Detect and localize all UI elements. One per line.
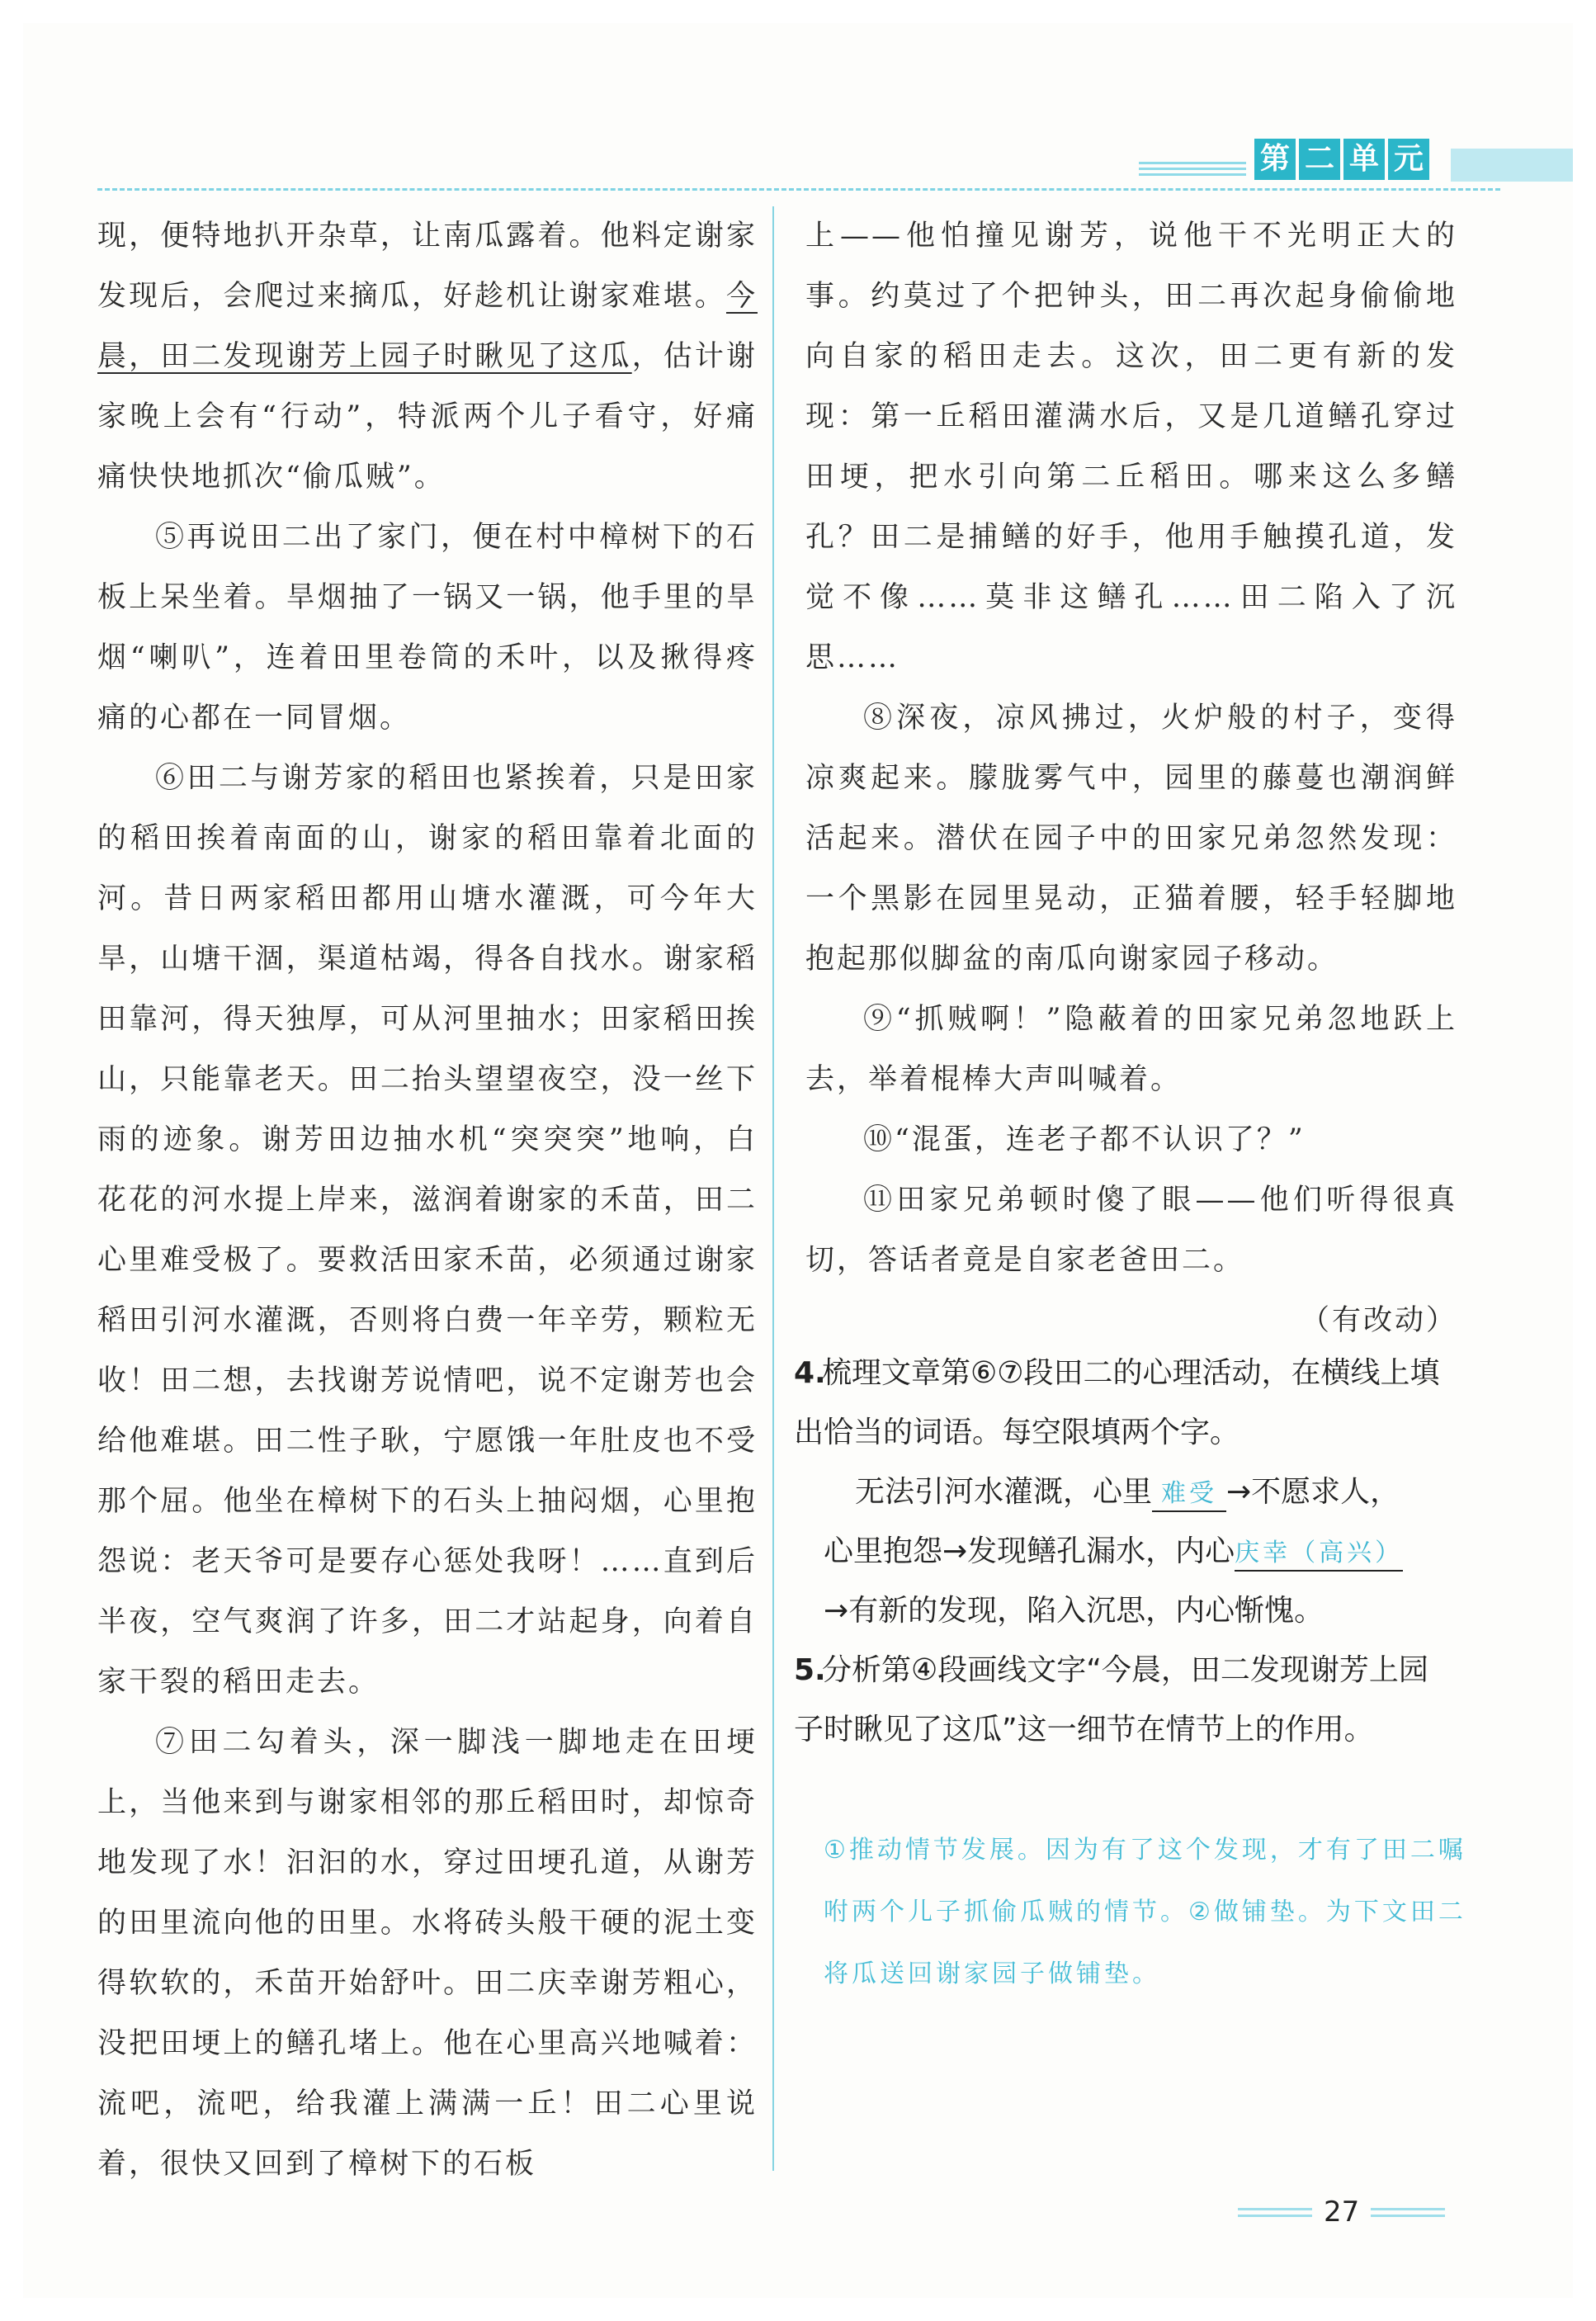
paragraph-9: ⑨“抓贼啊！”隐蔽着的田家兄弟忽地跃上去，举着棍棒大声叫喊着。 <box>805 1003 1457 1096</box>
question-4 <box>794 1344 1454 1641</box>
source-note: （有改动） <box>1300 1304 1457 1337</box>
right-column <box>805 206 1457 1351</box>
unit-badge <box>1254 139 1429 180</box>
footer-decoration <box>1371 2204 1445 2221</box>
unit-char: 第 <box>1254 139 1296 180</box>
answer-blank-1: 难受 <box>1152 1477 1226 1512</box>
left-column <box>97 206 758 2195</box>
unit-char: 单 <box>1343 139 1385 180</box>
paragraph-7-cont: 上——他怕撞见谢芳，说他干不光明正大的事。约莫过了个把钟头，田二再次起身偷偷地向自家的稻田走去。这次，田二更有新的发现：第一丘稻田灌满水后，又是几道鳝孔穿过田埂，把水引向第二丘稻田。哪来这么多鳝孔？田二是捕鳝的好手，他用手触摸孔道，发觉不像……莫非这鳝孔……田二陷入了沉思…… <box>805 220 1457 674</box>
question-number: 5. <box>794 1653 826 1687</box>
question-text: 梳理文章第⑥⑦段田二的心理活动，在横线上填出恰当的词语。每空限填两个字。 <box>794 1356 1440 1449</box>
question-4-chain-line2: 心里抱怨→发现鳝孔漏水，内心庆幸（高兴） <box>794 1522 1454 1581</box>
paragraph-10: ⑩“混蛋，连老子都不认识了？” <box>863 1123 1306 1156</box>
footer-decoration <box>1238 2204 1312 2221</box>
paragraph-6: ⑥田二与谢芳家的稻田也紧挨着，只是田家的稻田挨着南面的山，谢家的稻田靠着北面的河。昔日两家稻田都用山塘水灌溉，可今年大旱，山塘干涸，渠道枯竭，得各自找水。谢家稻田靠河，得天独厚，可从河里抽水；田家稻田挨山，只能靠老天。田二抬头望望夜空，没一丝下雨的迹象。谢芳田边抽水机“突突突”地响，白花花的河水提上岸来，滋润着谢家的禾苗，田二心里难受极了。要救活田家禾苗，必须通过谢家稻田引河水灌溉，否则将白费一年辛劳，颗粒无收！田二想，去找谢芳说情吧，说不定谢芳也会给他难堪。田二性子耿，宁愿饿一年肚皮也不受那个屈。他坐在樟树下的石头上抽闷烟，心里抱怨说：老天爷可是要存心惩处我呀！……直到后半夜，空气爽润了许多，田二才站起身，向着自家干裂的稻田走去。 <box>97 762 758 1699</box>
page-footer <box>1238 2196 1445 2229</box>
unit-char: 二 <box>1299 139 1340 180</box>
paragraph-11: ⑪田家兄弟顿时傻了眼——他们听得很真切，答话者竟是自家老爸田二。 <box>805 1184 1457 1277</box>
unit-char: 元 <box>1388 139 1429 180</box>
question-4-chain-line3: →有新的发现，陷入沉思，内心惭愧。 <box>824 1594 1324 1628</box>
page-number: 27 <box>1324 2196 1360 2229</box>
paragraph-7: ⑦田二勾着头，深一脚浅一脚地走在田埂上，当他来到与谢家相邻的那丘稻田时，却惊奇地发现了水！汩汩的水，穿过田埂孔道，从谢芳的田里流向他的田里。水将砖头般干硬的泥土变得软软的，禾苗开始舒叶。田二庆幸谢芳粗心，没把田埂上的鳝孔堵上。他在心里高兴地喊着：流吧，流吧，给我灌上满满一丘！田二心里说着，很快又回到了樟树下的石板 <box>97 1726 758 2181</box>
header-color-bar <box>1451 149 1573 182</box>
paragraph-8: ⑧深夜，凉风拂过，火炉般的村子，变得凉爽起来。朦胧雾气中，园里的藤蔓也潮润鲜活起来。潜伏在园子中的田家兄弟忽然发现：一个黑影在园里晃动，正猫着腰，轻手轻脚地抱起那似脚盆的南瓜向谢家园子移动。 <box>805 702 1457 976</box>
answer-blank-2: 庆幸（高兴） <box>1235 1537 1403 1572</box>
underlined-sentence: 今晨，田二发现谢芳上园子时瞅见了这瓜 <box>97 280 758 373</box>
header-decoration <box>1139 162 1246 187</box>
header-divider <box>97 188 1500 191</box>
question-5 <box>794 1641 1454 1760</box>
paragraph-5: ⑤再说田二出了家门，便在村中樟树下的石板上呆坐着。旱烟抽了一锅又一锅，他手里的旱烟“喇叭”，连着田里卷筒的禾叶，以及揪得疼痛的心都在一同冒烟。 <box>97 521 758 735</box>
question-number: 4. <box>794 1356 826 1390</box>
question-4-chain: 无法引河水灌溉，心里 难受 →不愿求人， <box>794 1463 1454 1522</box>
question-text: 分析第④段画线文字“今晨，田二发现谢芳上园子时瞅见了这瓜”这一细节在情节上的作用。 <box>794 1653 1428 1747</box>
handwritten-answer: ①推动情节发展。因为有了这个发现，才有了田二嘱咐两个儿子抓偷瓜贼的情节。②做铺垫。为下文田二将瓜送回谢家园子做铺垫。 <box>824 1836 1466 1988</box>
column-divider <box>772 206 774 2171</box>
paragraph: 现，便特地扒开杂草，让南瓜露着。他料定谢家发现后，会爬过来摘瓜，好趁机让谢家难堪。今晨，田二发现谢芳上园子时瞅见了这瓜，估计谢家晚上会有“行动”，特派两个儿子看守，好痛痛快快地抓次“偷瓜贼”。 <box>97 220 758 494</box>
